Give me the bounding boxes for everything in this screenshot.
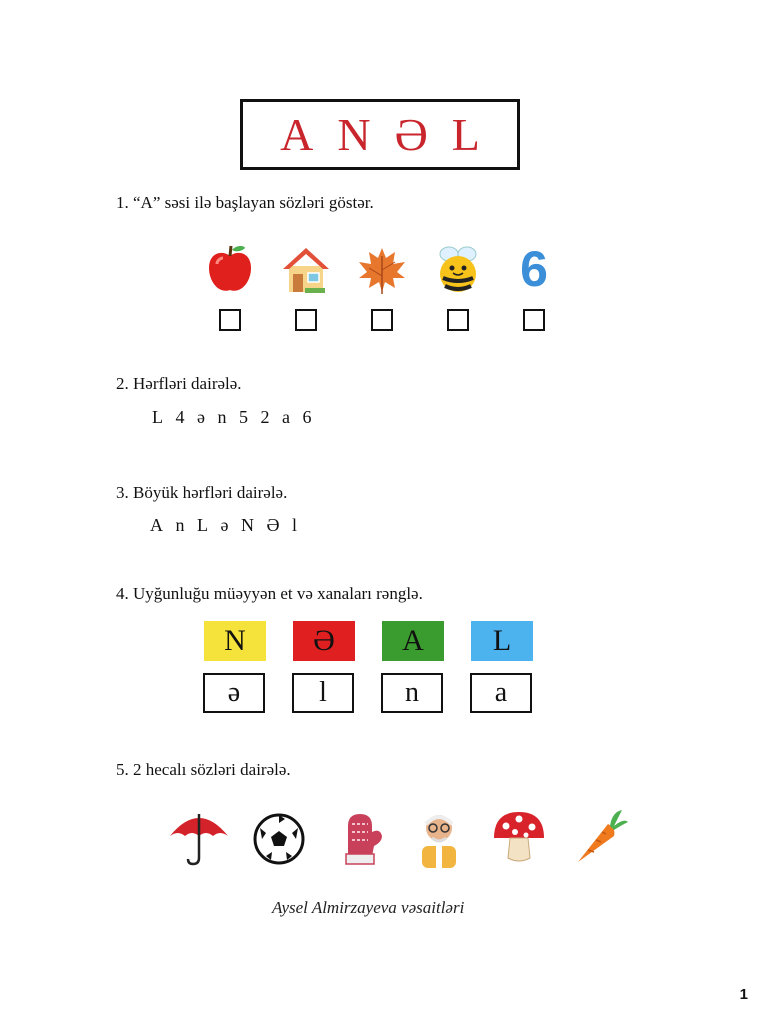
question-4: 4. Uyğunluğu müəyyən et və xanaları rənglə.: [116, 584, 423, 603]
lowercase-box[interactable]: [203, 673, 265, 713]
house-icon: [278, 241, 334, 297]
q2-char[interactable]: ə: [197, 407, 205, 427]
title-box: [240, 99, 520, 170]
checkbox[interactable]: [295, 309, 317, 331]
colored-letter: L: [492, 624, 512, 657]
mushroom-icon[interactable]: [488, 806, 550, 868]
q1-pictures: [202, 241, 562, 297]
q2-char[interactable]: 2: [260, 407, 270, 427]
lowercase-box[interactable]: [470, 673, 532, 713]
umbrella-icon[interactable]: [168, 806, 230, 868]
colored-letter-block: [204, 621, 266, 661]
q3-char[interactable]: N: [241, 515, 254, 535]
lowercase-letter: ə: [227, 677, 241, 708]
q1-checkboxes: [219, 309, 545, 331]
colored-letter-block: [382, 621, 444, 661]
page-number: 1: [739, 986, 748, 1003]
grandpa-icon[interactable]: [408, 806, 470, 868]
q3-char[interactable]: Ə: [266, 515, 280, 535]
lowercase-letter: l: [319, 677, 327, 708]
title-letter: L: [451, 108, 480, 160]
title-letter: Ə: [394, 108, 428, 160]
colored-letter-block: [293, 621, 355, 661]
six-icon: [506, 241, 562, 297]
colored-letter: N: [224, 624, 246, 657]
question-5: 5. 2 hecalı sözləri dairələ.: [116, 760, 291, 779]
q4-lowercase-boxes: [203, 673, 532, 713]
mitten-icon[interactable]: [328, 806, 390, 868]
lowercase-box[interactable]: [381, 673, 443, 713]
soccer-ball-icon[interactable]: [248, 806, 310, 868]
q2-char[interactable]: a: [282, 407, 290, 427]
leaf-icon: [354, 241, 410, 297]
question-2: 2. Hərfləri dairələ.: [116, 374, 242, 393]
carrot-icon[interactable]: [568, 806, 630, 868]
bee-icon: [430, 241, 486, 297]
checkbox[interactable]: [523, 309, 545, 331]
apple-icon: [202, 241, 258, 297]
checkbox[interactable]: [371, 309, 393, 331]
title-letter: A: [280, 108, 314, 160]
q2-char[interactable]: L: [152, 407, 163, 427]
six-label: 6: [520, 241, 548, 297]
q2-char[interactable]: 5: [239, 407, 248, 427]
colored-letter: Ə: [313, 624, 335, 657]
lowercase-box[interactable]: [292, 673, 354, 713]
q5-pictures: [168, 806, 630, 868]
q3-char[interactable]: l: [292, 515, 298, 535]
author-credit: Aysel Almirzayeva vəsaitləri: [272, 898, 465, 917]
question-3: 3. Böyük hərfləri dairələ.: [116, 483, 288, 502]
q2-char[interactable]: 4: [175, 407, 185, 427]
q2-char[interactable]: 6: [302, 407, 312, 427]
checkbox[interactable]: [447, 309, 469, 331]
colored-letter-block: [471, 621, 533, 661]
q3-char[interactable]: ə: [220, 515, 229, 535]
q4-colored-letters: [204, 621, 533, 661]
q2-characters: [152, 407, 320, 428]
q3-char[interactable]: L: [197, 515, 208, 535]
q3-char[interactable]: A: [150, 515, 163, 535]
colored-letter: A: [402, 624, 424, 657]
q3-characters: [150, 515, 305, 536]
lowercase-letter: n: [405, 677, 419, 708]
lowercase-letter: a: [494, 677, 508, 708]
checkbox[interactable]: [219, 309, 241, 331]
title-letter: N: [337, 108, 371, 160]
question-1: 1. “A” səsi ilə başlayan sözləri göstər.: [116, 193, 374, 212]
q2-char[interactable]: n: [217, 407, 227, 427]
q3-char[interactable]: n: [175, 515, 185, 535]
